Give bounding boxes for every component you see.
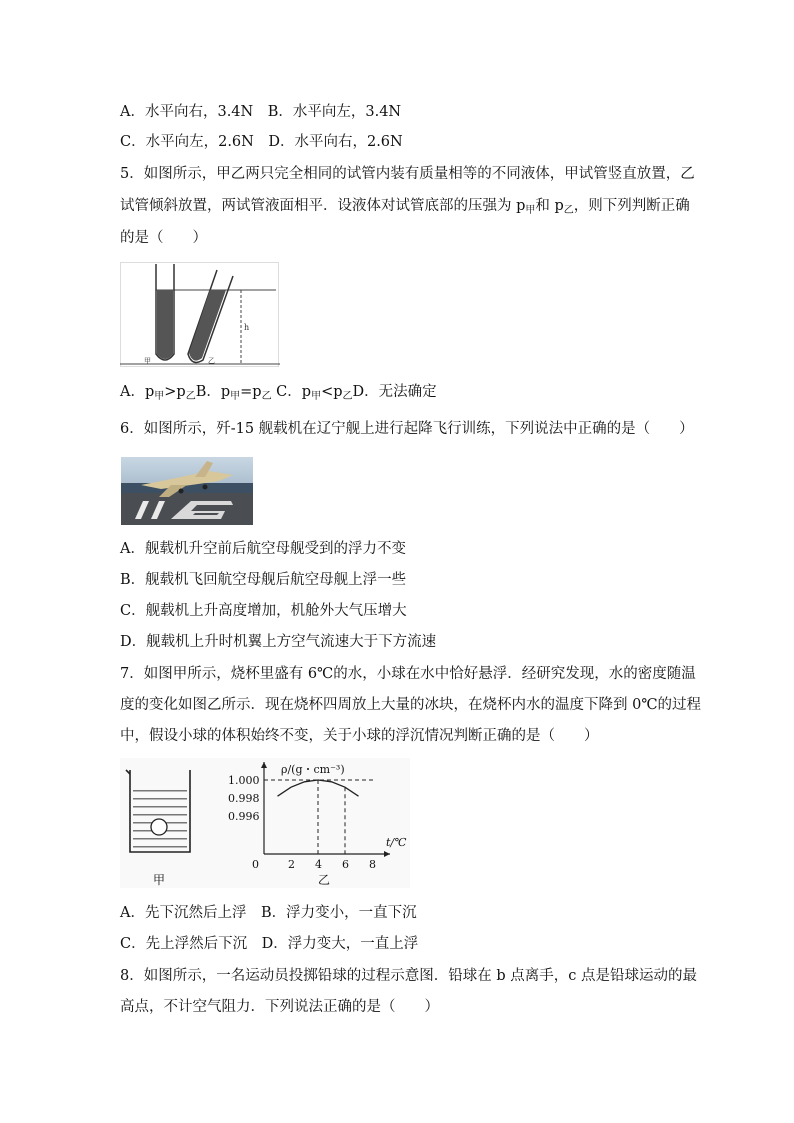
test-tubes-figure [120, 262, 280, 368]
label-jia: 甲 [153, 873, 166, 887]
q4-options-ab: A．水平向右，3.4N B．水平向左，3.4N [120, 104, 402, 120]
carrier-jet-photo [121, 457, 253, 525]
liquid-jia [157, 290, 173, 359]
x-tick-label: 0 [252, 858, 259, 871]
q5-options: A．$p_甲>p_乙B$．$p_甲=p_乙$ C．$p_甲<p_乙D$．无法确定 [120, 384, 437, 402]
label-h: h [244, 323, 250, 332]
q5-stem-line2: 试管倾斜放置，两试管液面相平．设液体对试管底部的压强为 $p_甲$和 $p_乙$，则下列判断正确 [120, 198, 690, 216]
x-tick-label: 6 [342, 858, 349, 871]
label-yi: 乙 [318, 873, 331, 887]
q4-options-cd: C．水平向左，2.6N D．水平向右，2.6N [120, 134, 403, 150]
q6-option-a: A．舰载机升空前后航空母舰受到的浮力不变 [120, 541, 406, 557]
q5-stem-line3: 的是（ ） [120, 230, 207, 246]
q6-option-c: C．舰载机上升高度增加，机舱外大气压增大 [120, 603, 407, 619]
y-axis-label: ρ/(g・cm⁻³) [281, 763, 345, 776]
small-ball [151, 819, 167, 835]
y-tick-label: 1.000 [228, 774, 260, 787]
q7-stem-line3: 中，假设小球的体积始终不变，关于小球的浮沉情况判断正确的是（ ） [120, 728, 599, 744]
q7-stem-line2: 度的变化如图乙所示．现在烧杯四周放上大量的冰块，在烧杯内水的温度下降到 0℃的过程 [120, 697, 702, 713]
q6-stem: 6．如图所示，歼-15 舰载机在辽宁舰上进行起降飞行训练，下列说法中正确的是（ ） [120, 421, 694, 437]
label-jia: 甲 [144, 357, 151, 365]
label-yi: 乙 [208, 357, 215, 365]
y-tick-label: 0.998 [228, 792, 260, 805]
q8-stem-line2: 高点，不计空气阻力．下列说法正确的是（ ） [120, 999, 439, 1015]
q7-options-cd: C．先上浮然后下沉 D．浮力变大，一直上浮 [120, 936, 419, 952]
beaker-density-figure [120, 758, 410, 888]
x-tick-label: 8 [369, 858, 376, 871]
x-tick-label: 4 [315, 858, 322, 871]
q8-stem-line1: 8．如图所示，一名运动员投掷铅球的过程示意图．铅球在 b 点离手，c 点是铅球运动的最 [120, 968, 697, 984]
q5-stem-line1: 5．如图所示，甲乙两只完全相同的试管内装有质量相等的不同液体，甲试管竖直放置，乙 [120, 166, 695, 182]
y-tick-label: 0.996 [228, 810, 260, 823]
x-tick-label: 2 [288, 858, 295, 871]
q7-options-ab: A．先下沉然后上浮 B．浮力变小，一直下沉 [120, 905, 417, 921]
x-axis-label: t/℃ [386, 836, 407, 849]
q7-stem-line1: 7．如图甲所示，烧杯里盛有 6℃的水，小球在水中恰好悬浮．经研究发现，水的密度随温 [120, 666, 696, 682]
q6-option-d: D．舰载机上升时机翼上方空气流速大于下方流速 [120, 634, 437, 650]
q6-option-b: B．舰载机飞回航空母舰后航空母舰上浮一些 [120, 572, 407, 588]
